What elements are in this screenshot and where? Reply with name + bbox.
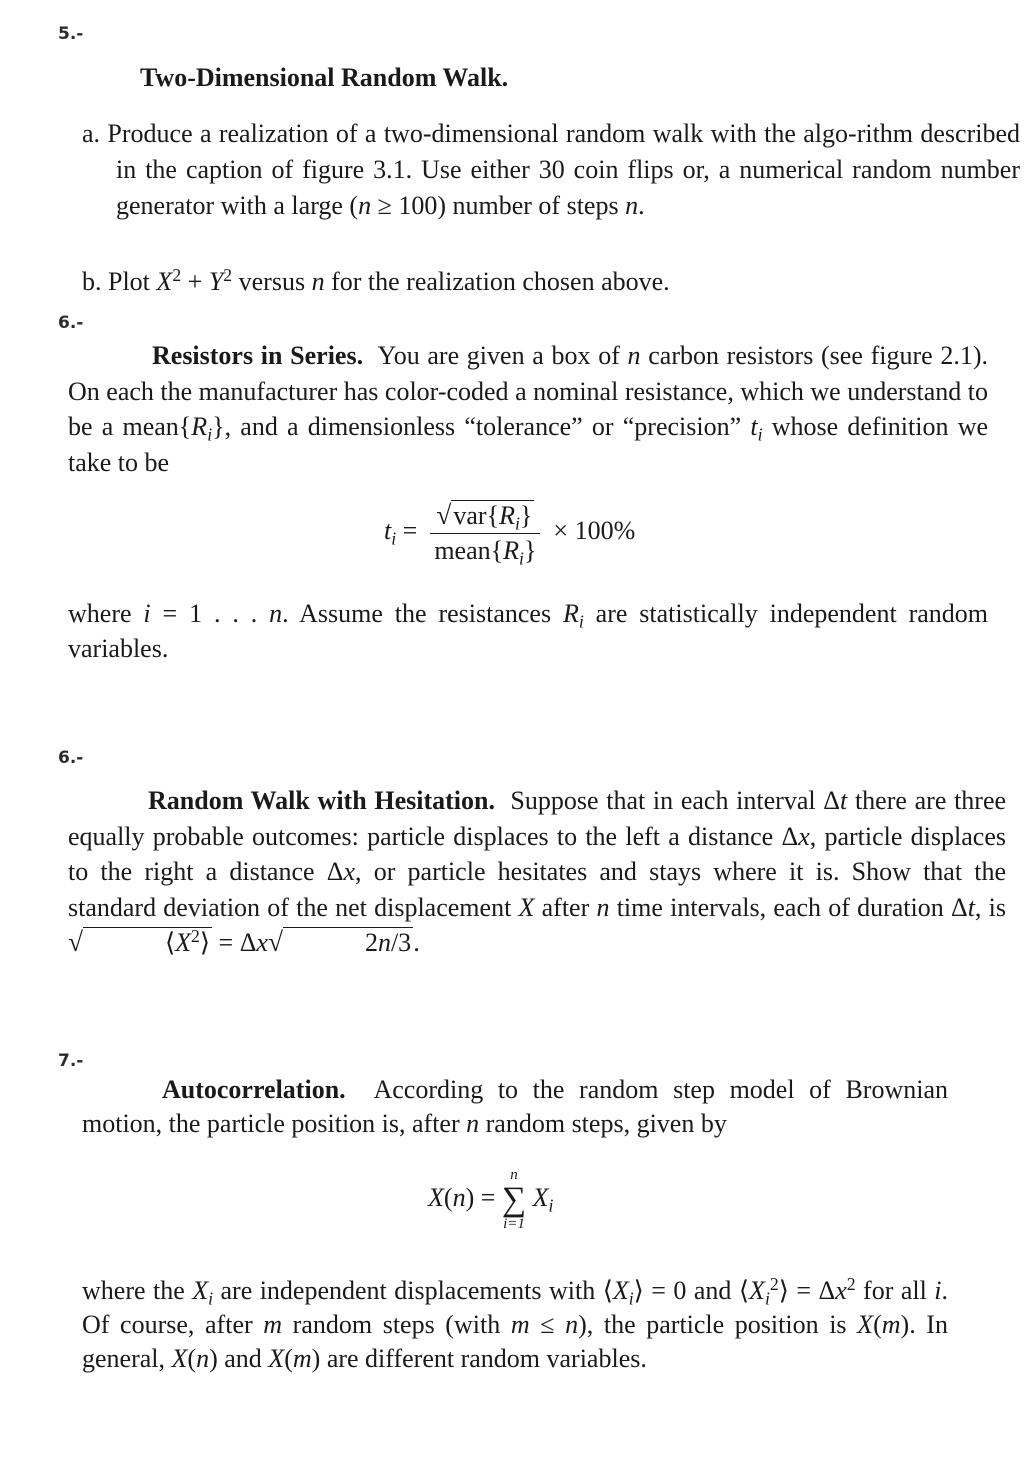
tolerance-fraction: $\frac{√var\{R_i\}}{mean\{R_i\}}$ (430, 500, 540, 566)
problem-number-5: 5.- (58, 24, 84, 44)
position-sum-formula: X(n) = n ∑ i=1 $X_i$ (428, 1167, 554, 1232)
problem-7-title: Autocorrelation. (162, 1075, 346, 1104)
problem-6a-title: Resistors in Series. (152, 341, 364, 370)
problem-number-7: 7.- (58, 1051, 84, 1071)
tolerance-formula: $t_i$ = $\frac{√var\{R_i\}}{mean\{R_i\}}$ × 100% (384, 500, 636, 569)
problem-6b-body: Random Walk with Hesitation. Suppose that in each interval Δt there are three equally probable outcomes: particle displaces to the left a distance Δx, particle displaces to the right a distance Δx, or particle hesitates and stays where it is. Show that the standard deviation of the net displacement X after n time intervals, each of duration Δt, is √ $⟨X^2⟩ = \Delta x√$ 2n/3. (68, 786, 1007, 957)
problem-number-6a: 6.- (58, 313, 84, 333)
problem-5-part-b: b. Plot $X^2 + Y^2$ versus n for the realization chosen above. (82, 265, 670, 296)
problem-5-part-a: a. Produce a realization of a two-dimensional random walk with the algo-rithm described in the caption of figure 3.1. Use either 30 coin flips or, a numerical random number generator with a large (n ≥ 100) number of steps n. (82, 119, 1020, 220)
problem-number-6b: 6.- (58, 748, 84, 768)
problem-6a-after: where i = 1 . . . n. Assume the resistances $R_i$ are statistically independent random variables. (68, 599, 988, 663)
problem-6b-title: Random Walk with Hesitation. (148, 786, 495, 815)
summation-symbol: n ∑ i=1 (501, 1167, 527, 1232)
problem-5-title: Two-Dimensional Random Walk. (140, 63, 509, 92)
problem-7-after: where the $X_i$ are independent displacements with $⟨X_i⟩ = 0$ and $⟨X_i^2⟩ = \Delta x^2$ for all i. Of course, after m random steps (with m ≤ n), the particle position is X(m). In general, X(n) and X(m) are different random variables. (82, 1274, 949, 1373)
problem-6a-body: Resistors in Series. You are given a box of n carbon resistors (see figure 2.1). On each the manufacturer has color-coded a nominal resistance, which we understand to be a $mean\{R_i\}$, and a dimensionless “tolerance” or “precision” $t_i$ whose definition we take to be (68, 341, 989, 477)
problem-7-intro: Autocorrelation. According to the random step model of Brownian motion, the particle position is, after n random steps, given by (82, 1075, 948, 1138)
